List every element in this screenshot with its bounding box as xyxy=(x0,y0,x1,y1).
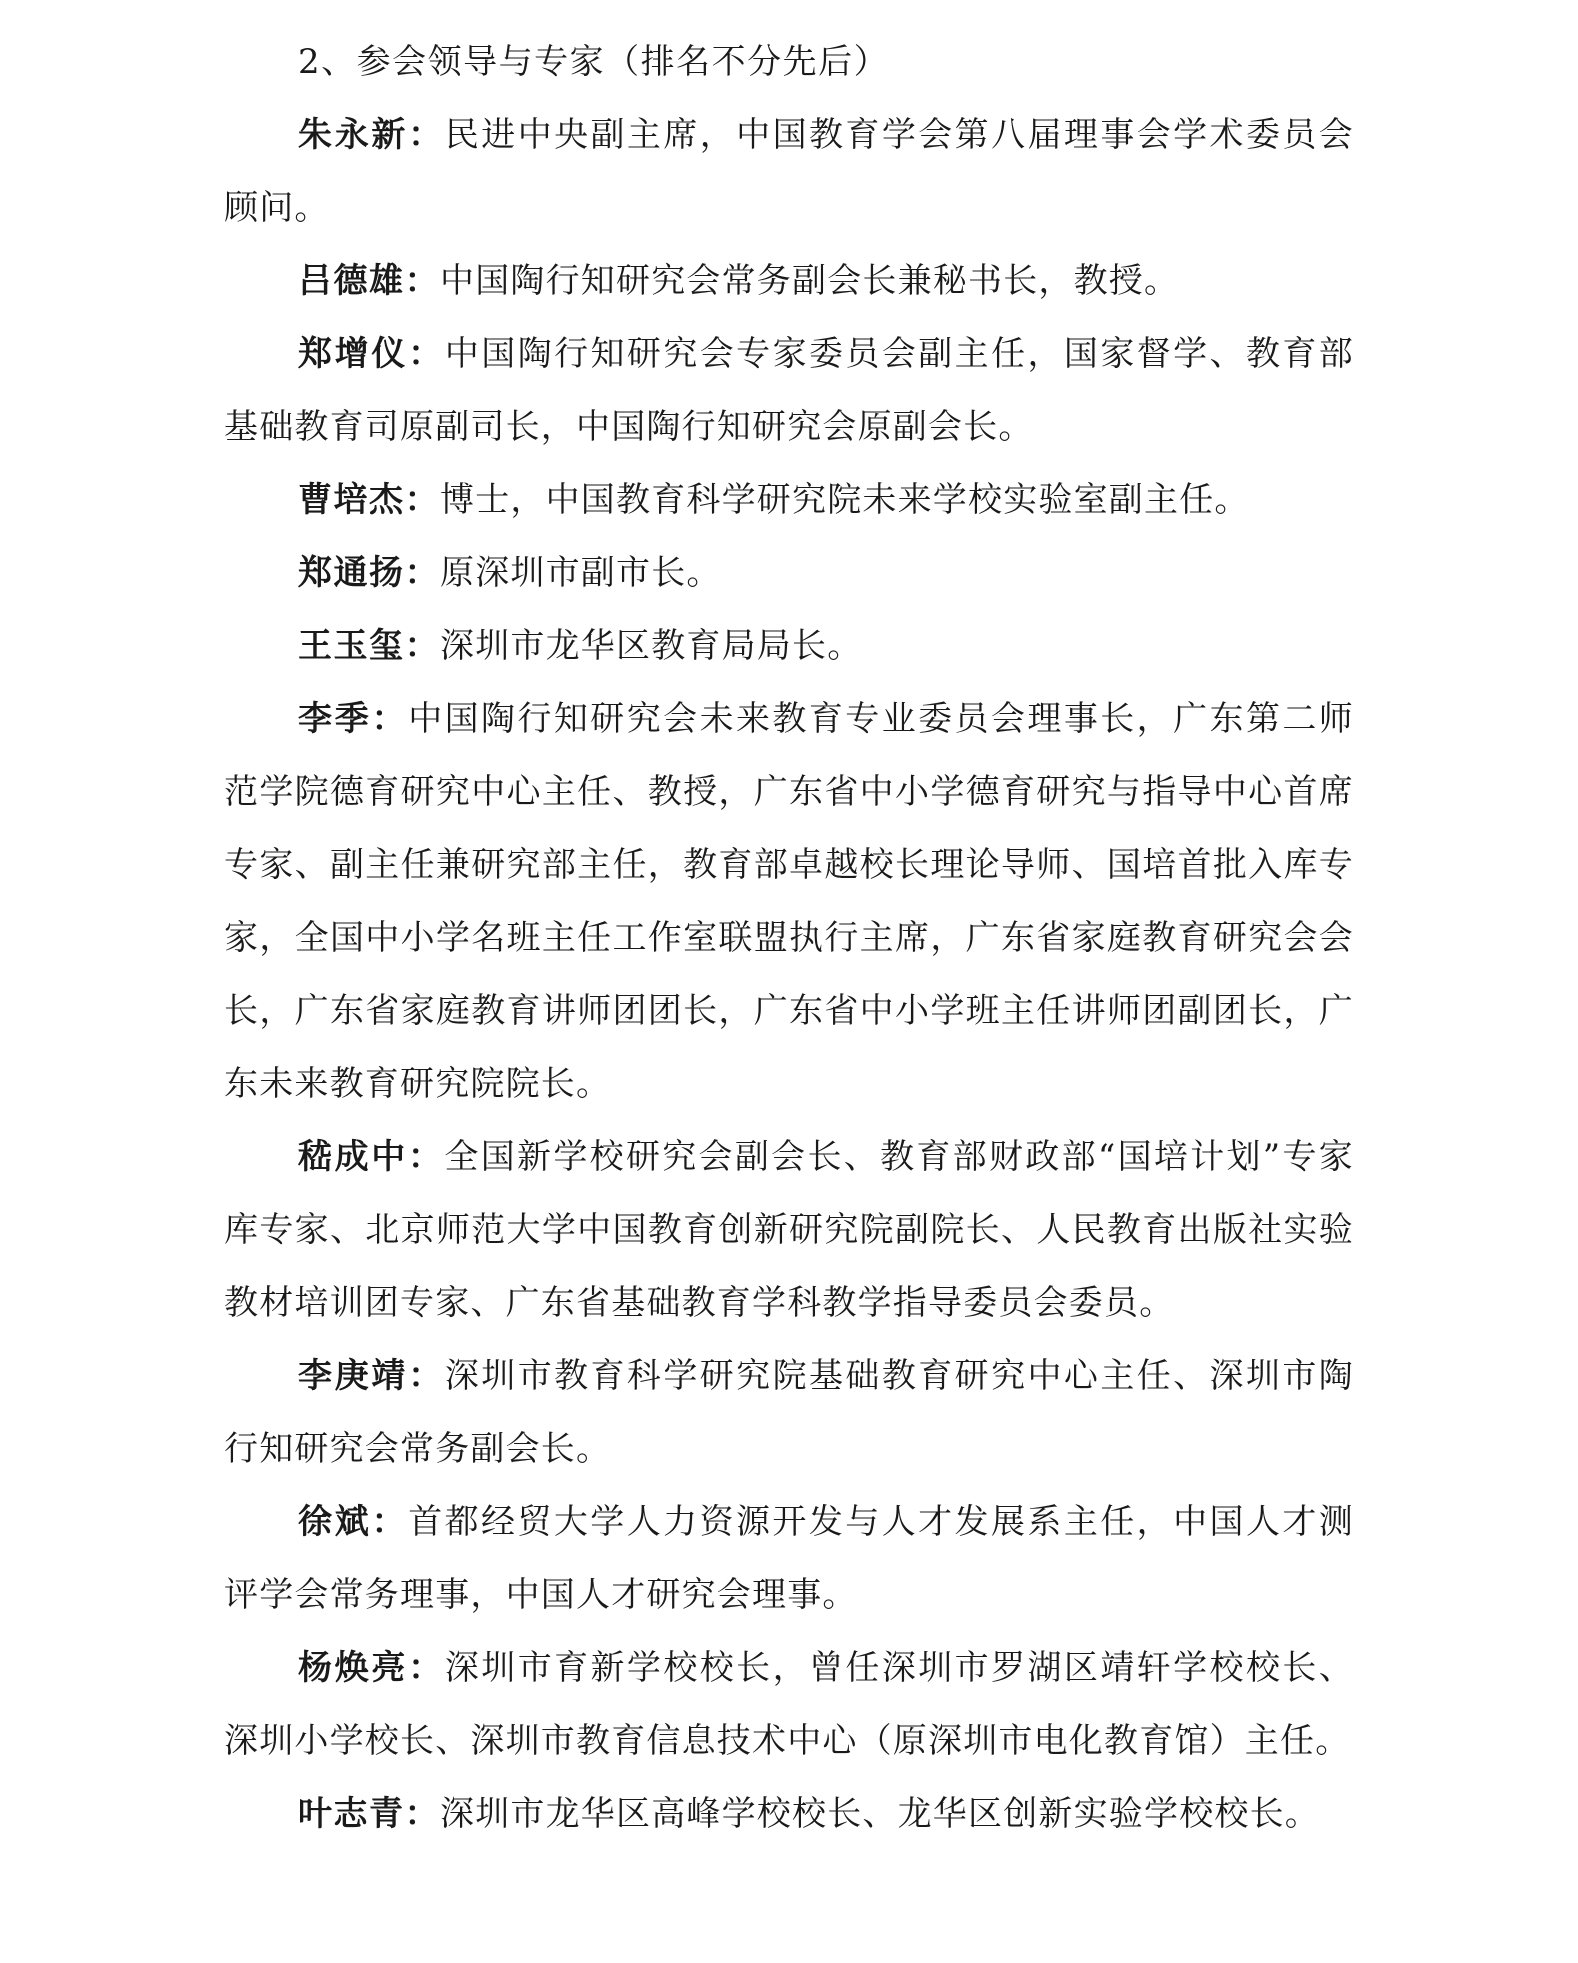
person-description: 深圳市龙华区教育局局长。 xyxy=(440,626,863,666)
person-description: 深圳市育新学校校长，曾任深圳市罗湖区靖轩学校校长、深圳小学校长、深圳市教育信息技术中心（原深圳市电化教育馆）主任。 xyxy=(224,1648,1355,1761)
person-name: 郑通扬： xyxy=(298,553,440,593)
person-name: 杨焕亮： xyxy=(298,1648,445,1688)
person-name: 郑增仪： xyxy=(298,334,445,374)
person-name: 叶志青： xyxy=(298,1794,440,1834)
person-name: 嵇成中： xyxy=(298,1137,445,1177)
entry-wang-yuxi xyxy=(224,610,1354,683)
entry-zheng-tongyang xyxy=(224,537,1354,610)
person-name: 吕德雄： xyxy=(298,261,440,301)
entry-zhu-yongxin xyxy=(224,99,1354,245)
person-description: 中国陶行知研究会常务副会长兼秘书长，教授。 xyxy=(440,261,1180,301)
entry-xu-bin xyxy=(224,1486,1354,1632)
person-description: 博士，中国教育科学研究院未来学校实验室副主任。 xyxy=(440,480,1250,520)
entry-zheng-zengyi xyxy=(224,318,1354,464)
person-name: 李庚靖： xyxy=(298,1356,445,1396)
person-name: 曹培杰： xyxy=(298,480,440,520)
person-name: 徐斌： xyxy=(298,1502,409,1542)
person-description: 首都经贸大学人力资源开发与人才发展系主任，中国人才测评学会常务理事，中国人才研究会理事。 xyxy=(224,1502,1355,1615)
person-description: 原深圳市副市长。 xyxy=(440,553,722,593)
section-heading: 2、参会领导与专家（排名不分先后） xyxy=(298,42,890,82)
person-description: 民进中央副主席，中国教育学会第八届理事会学术委员会顾问。 xyxy=(224,115,1355,228)
entry-yang-huanliang xyxy=(224,1632,1354,1778)
entry-lv-dexiong xyxy=(224,245,1354,318)
person-name: 李季： xyxy=(298,699,409,739)
person-description: 中国陶行知研究会未来教育专业委员会理事长，广东第二师范学院德育研究中心主任、教授，广东省中小学德育研究与指导中心首席专家、副主任兼研究部主任，教育部卓越校长理论导师、国培首批入库专家，全国中小学名班主任工作室联盟执行主席，广东省家庭教育研究会会长，广东省家庭教育讲师团团长，广东省中小学班主任讲师团副团长，广东未来教育研究院院长。 xyxy=(224,699,1355,1104)
person-description: 中国陶行知研究会专家委员会副主任，国家督学、教育部基础教育司原副司长，中国陶行知研究会原副会长。 xyxy=(224,334,1355,447)
person-description: 深圳市教育科学研究院基础教育研究中心主任、深圳市陶行知研究会常务副会长。 xyxy=(224,1356,1355,1469)
entry-ji-chengzhong xyxy=(224,1121,1354,1340)
entry-li-ji xyxy=(224,683,1354,1121)
entry-ye-zhiqing xyxy=(224,1778,1354,1851)
entry-li-gengjing xyxy=(224,1340,1354,1486)
person-name: 王玉玺： xyxy=(298,626,440,666)
entry-cao-peijie xyxy=(224,464,1354,537)
document-page xyxy=(224,26,1354,1851)
person-description: 全国新学校研究会副会长、教育部财政部“国培计划”专家库专家、北京师范大学中国教育创新研究院副院长、人民教育出版社实验教材培训团专家、广东省基础教育学科教学指导委员会委员。 xyxy=(224,1137,1354,1323)
person-name: 朱永新： xyxy=(298,115,445,155)
person-description: 深圳市龙华区高峰学校校长、龙华区创新实验学校校长。 xyxy=(440,1794,1320,1834)
